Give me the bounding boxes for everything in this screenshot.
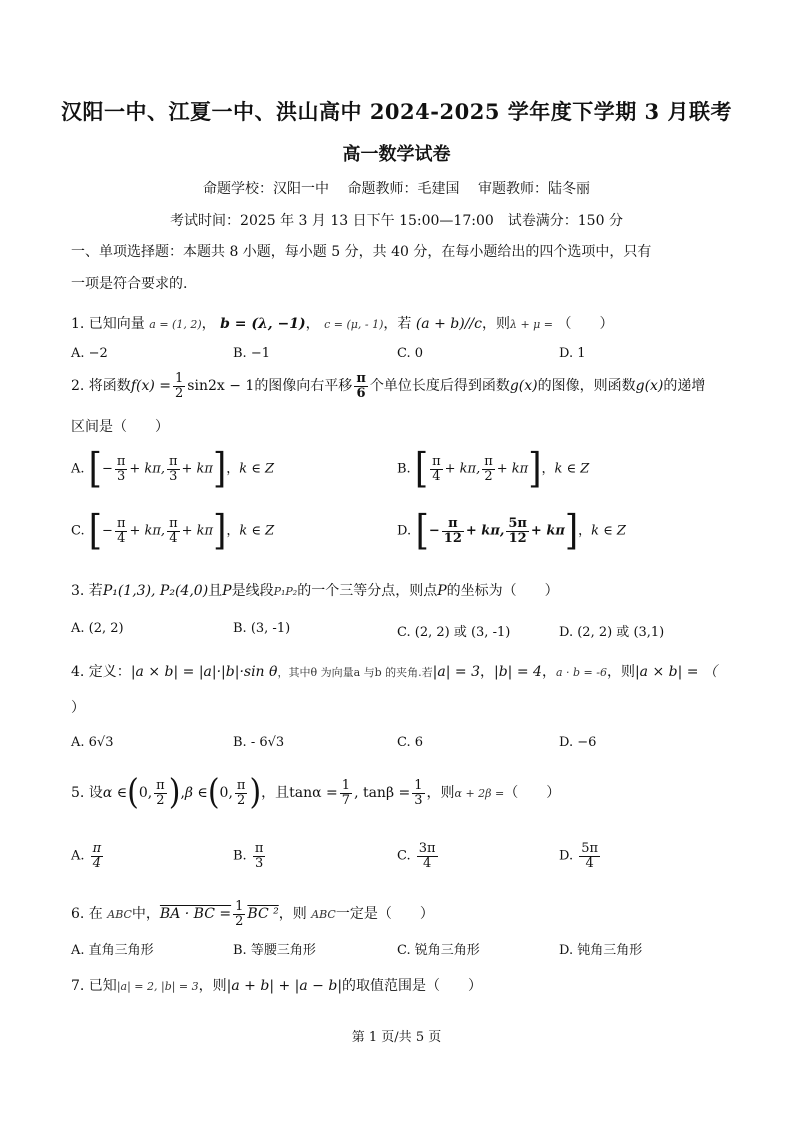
q2-tail: 的递增 (663, 378, 706, 395)
q1-vector-b: b = (λ, −1) (220, 316, 306, 332)
q6-option-d: D. 钝角三角形 (559, 943, 643, 958)
q2-mid2: 个单位长度后得到函数 (369, 378, 510, 395)
question-5: 5. 设α ∈(0, $\frac{\pi}{2}$ ),β ∈(0, $\frac{\pi}{2}$ )，且tanα = $\frac{1}{7}$ , tanβ = $\frac{1}{3}$ ，则α + 2β =（ ） (71, 772, 561, 813)
q2-half-num: 1 (175, 371, 184, 386)
question-7: 7. 已知|a| = 2, |b| = 3，则|a + b| + |a − b|的取值范围是（ ） (71, 978, 483, 994)
q3-option-d: D. (2, 2) 或 (3,1) (559, 625, 665, 640)
q1-prefix: 1. 已知向量 (71, 316, 145, 332)
question-6: 6. 在 ABC中，BA · BC = $\frac{1}{2}$ BC ²，则 ABC一定是（ ） (71, 899, 434, 929)
q2-gx2: g(x) (635, 378, 664, 395)
exam-time-info: 考试时间：2025 年 3 月 13 日下午 15:00—17:00 试卷满分：150 分 (170, 213, 623, 229)
q4-option-a: A. 6√3 (71, 735, 114, 750)
question-1: 1. 已知向量 a = (1, 2)， b = (λ, −1)， c = (μ, - 1)，若 (a + b)//c，则λ + μ = （ ） (71, 316, 614, 332)
q4-option-c: C. 6 (397, 735, 424, 750)
q4-option-d: D. −6 (559, 735, 597, 750)
q3-option-b: B. (3, -1) (233, 621, 291, 636)
q3-option-c: C. (2, 2) 或 (3, -1) (397, 625, 511, 640)
q2-gx: g(x) (509, 378, 538, 395)
q2-shift-num: π (356, 371, 366, 386)
q2-option-c: C. [− $\frac{\pi}{4}$ + kπ, $\frac{\pi}{4}$ + kπ]，k ∈ Z (71, 507, 275, 555)
q2-mid3: 的图像，则函数 (537, 378, 636, 395)
q6-option-a: A. 直角三角形 (71, 943, 154, 958)
q4-option-b: B. - 6√3 (233, 735, 285, 750)
q5-option-d: D. $\frac{5\pi}{4}$ (559, 841, 599, 871)
q2-shift-den: 6 (356, 385, 366, 401)
q6-option-b: B. 等腰三角形 (233, 943, 316, 958)
q1-if: 若 (397, 316, 412, 332)
q3-option-a: A. (2, 2) (71, 621, 124, 636)
q1-condition: (a + b)//c (415, 316, 482, 332)
page-footer: 第 1 页/共 5 页 (351, 1030, 442, 1045)
q2-line2: 区间是（ ） (71, 419, 169, 435)
q1-then: 则 (495, 316, 510, 332)
q2-option-b: B. [ $\frac{\pi}{4}$ + kπ, $\frac{\pi}{2}$ + kπ]，k ∈ Z (397, 445, 590, 493)
q1-option-d: D. 1 (559, 346, 586, 361)
question-3: 3. 若P₁(1,3), P₂(4,0)且P是线段P₁P₂的一个三等分点，则点P的坐标为（ ） (71, 583, 559, 599)
q2-mid: 的图像向右平移 (254, 378, 353, 395)
question-2 (71, 372, 705, 400)
question-4: 4. 定义：|a × b| = |a|·|b|·sin θ，其中θ 为向量a 与b 的夹角.若|a| = 3，|b| = 4，a · b = -6，则|a × b| = （ (71, 664, 717, 680)
q1-vector-a: a = (1, 2) (149, 318, 202, 331)
q2-prefix: 2. 将函数 (71, 378, 131, 395)
q5-option-a: A. $\frac{\pi}{4}$ (71, 841, 102, 871)
q5-option-b: B. $\frac{\pi}{3}$ (233, 841, 264, 871)
q1-option-c: C. 0 (397, 346, 424, 361)
exam-subtitle: 高一数学试卷 (342, 144, 451, 165)
q1-option-b: B. −1 (233, 346, 270, 361)
q2-func-tail: sin2x − 1 (187, 378, 255, 395)
q2-half-den: 2 (175, 385, 184, 401)
q4-line2: ） (71, 700, 85, 716)
q2-func: f(x) = (130, 378, 171, 395)
q1-option-a: A. −2 (71, 346, 108, 361)
section-heading-line1: 一、单项选择题：本题共 8 小题，每小题 5 分，共 40 分，在每小题给出的四个选项中，只有 (71, 244, 652, 260)
q1-blank: （ ） (557, 316, 614, 332)
section-heading-line2: 一项是符合要求的. (71, 276, 188, 292)
q6-option-c: C. 锐角三角形 (397, 943, 480, 958)
exam-title: 汉阳一中、江夏一中、洪山高中 2024-2025 学年度下学期 3 月联考 (61, 99, 732, 124)
q1-vector-c: c = (μ, - 1) (324, 318, 384, 331)
q4-definition: |a × b| = |a|·|b|·sin θ (130, 664, 278, 680)
q3-points: P₁(1,3), P₂(4,0) (102, 583, 209, 599)
q1-ask: λ + μ = (509, 318, 554, 331)
q2-option-a: A. [− $\frac{\pi}{3}$ + kπ, $\frac{\pi}{3}$ + kπ]，k ∈ Z (71, 445, 275, 493)
q5-option-c: C. $\frac{3\pi}{4}$ (397, 841, 436, 871)
exam-authors: 命题学校：汉阳一中 命题教师：毛建国 审题教师：陆冬丽 (203, 181, 590, 197)
q2-option-d: D. [− $\frac{\pi}{12}$ + kπ, $\frac{5\pi}{12}$ + kπ]，k ∈ Z (397, 507, 626, 555)
